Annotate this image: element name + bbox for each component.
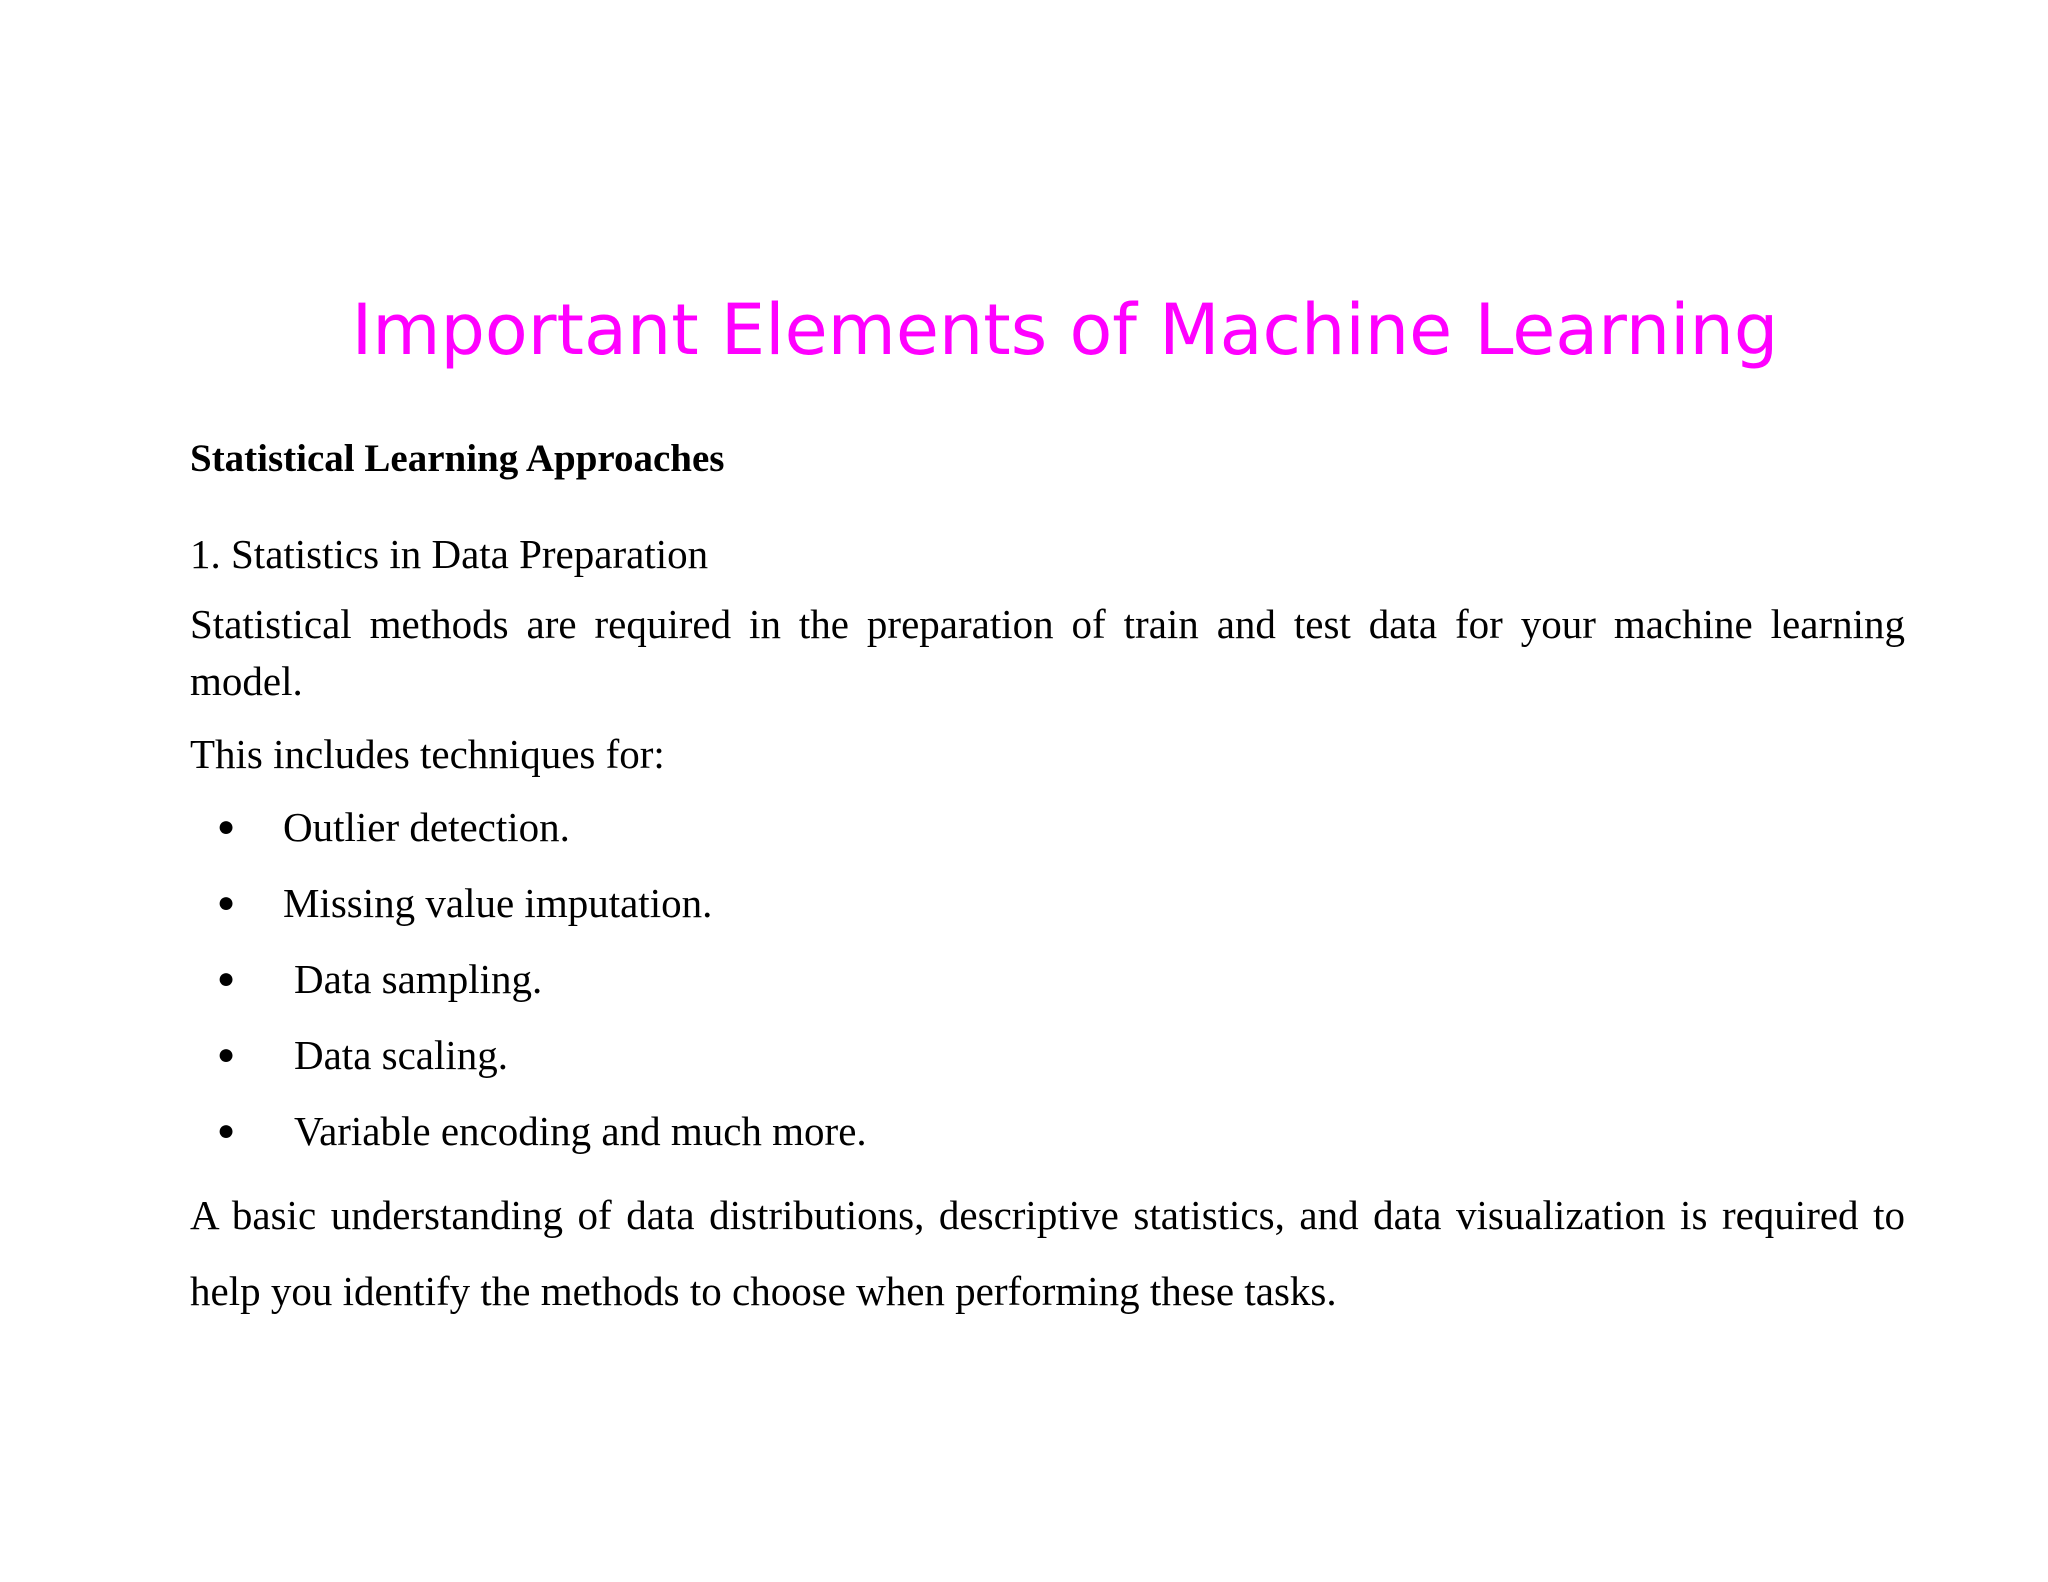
technique-list [190, 802, 867, 1182]
bullet-icon: ● [217, 1114, 236, 1147]
bullet-icon: ● [217, 810, 236, 843]
section-heading: Statistical Learning Approaches [190, 437, 725, 480]
subsection-heading: 1. Statistics in Data Preparation [190, 531, 709, 577]
paragraph-techniques: This includes techniques for: [190, 731, 665, 777]
list-item [190, 954, 867, 1030]
list-item [190, 1030, 867, 1106]
list-item-text: Outlier detection. [283, 804, 570, 850]
bullet-icon: ● [217, 962, 236, 995]
list-item-text: Variable encoding and much more. [294, 1108, 867, 1154]
list-item-text: Missing value imputation. [283, 880, 713, 926]
list-item-text: Data scaling. [294, 1032, 509, 1078]
page-title: Important Elements of Machine Learning [351, 289, 1779, 371]
bullet-icon: ● [217, 1038, 236, 1071]
list-item-text: Data sampling. [294, 956, 543, 1002]
list-item [190, 1106, 867, 1182]
paragraph-conclusion: A basic understanding of data distributions, descriptive statistics, and data visualization is required to help you identify the methods to choose when performing these tasks. [190, 1192, 1905, 1314]
paragraph-intro: Statistical methods are required in the preparation of train and test data for your machine learning model. [190, 601, 1905, 704]
list-item [190, 802, 867, 878]
bullet-icon: ● [217, 886, 236, 919]
list-item [190, 878, 867, 954]
